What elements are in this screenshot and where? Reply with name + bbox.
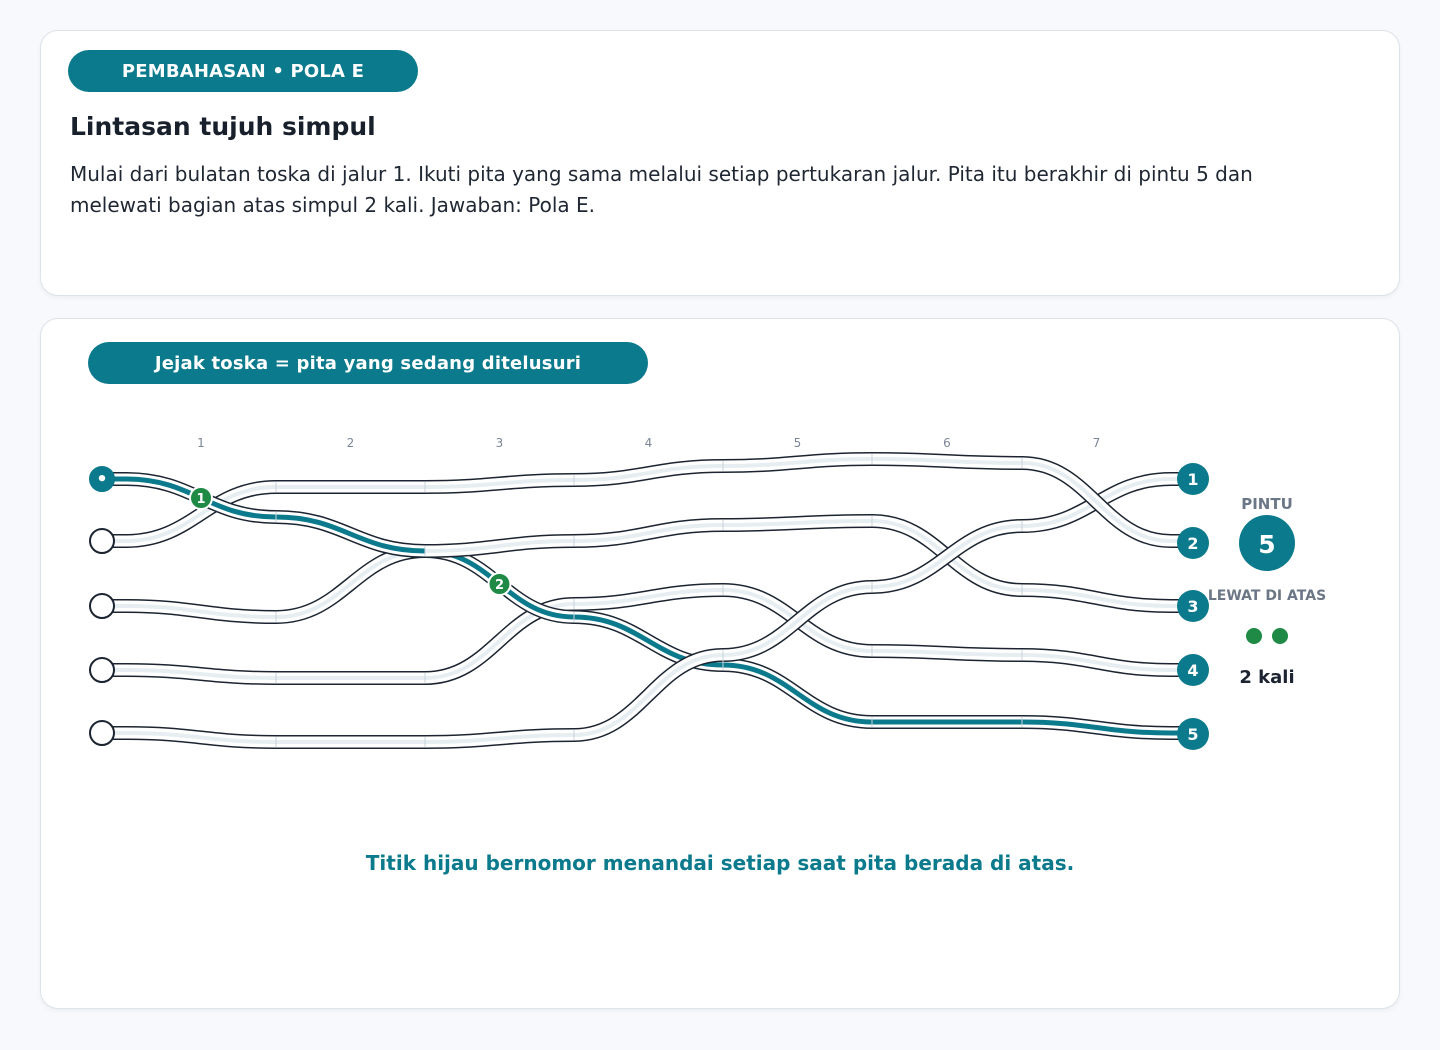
gate-label: PINTU [1241, 495, 1293, 513]
over-label: LEWAT DI ATAS [1207, 588, 1327, 604]
exit-gate-label: 5 [1187, 725, 1199, 744]
over-count-dot [1246, 628, 1262, 644]
over-marker-label: 2 [494, 578, 505, 593]
start-lane-circle[interactable] [90, 658, 114, 682]
column-label: 4 [644, 436, 653, 450]
diagram-card [40, 318, 1400, 1009]
column-label: 7 [1092, 436, 1101, 450]
explanation-text: Mulai dari bulatan toska di jalur 1. Ikuti pita yang sama melalui setiap pertukaran jalur. Pita itu berakhir di pintu 5 dan melewati bagian atas simpul 2 kali. Jawaban: Pola E. [70, 162, 1253, 217]
explanation-title: Lintasan tujuh simpul [70, 112, 376, 141]
start-marker: • [96, 469, 108, 490]
over-count: 2 kali [1239, 667, 1295, 688]
column-label: 3 [495, 436, 504, 450]
column-label: 2 [346, 436, 355, 450]
start-lane-circle[interactable] [90, 529, 114, 553]
column-label: 1 [197, 436, 205, 450]
braid-diagram [41, 319, 1399, 839]
over-count-dot [1272, 628, 1288, 644]
explanation-badge: PEMBAHASAN • POLA E [68, 50, 418, 92]
column-label: 5 [793, 436, 802, 450]
footnote: Titik hijau bernomor menandai setiap saat pita berada di atas. [365, 851, 1075, 875]
over-marker-label: 1 [196, 492, 206, 507]
start-lane-circle[interactable] [90, 594, 114, 618]
column-label: 6 [943, 436, 951, 450]
explanation-card [40, 30, 1400, 296]
exit-gate-label: 1 [1187, 470, 1199, 489]
exit-gate-label: 2 [1187, 534, 1199, 553]
gate-value: 5 [1258, 530, 1276, 559]
start-lane-circle[interactable] [90, 721, 114, 745]
exit-gate-label: 4 [1187, 661, 1199, 680]
exit-gate-label: 3 [1187, 597, 1199, 616]
trace-legend-badge: Jejak toska = pita yang sedang ditelusuri [88, 342, 648, 384]
